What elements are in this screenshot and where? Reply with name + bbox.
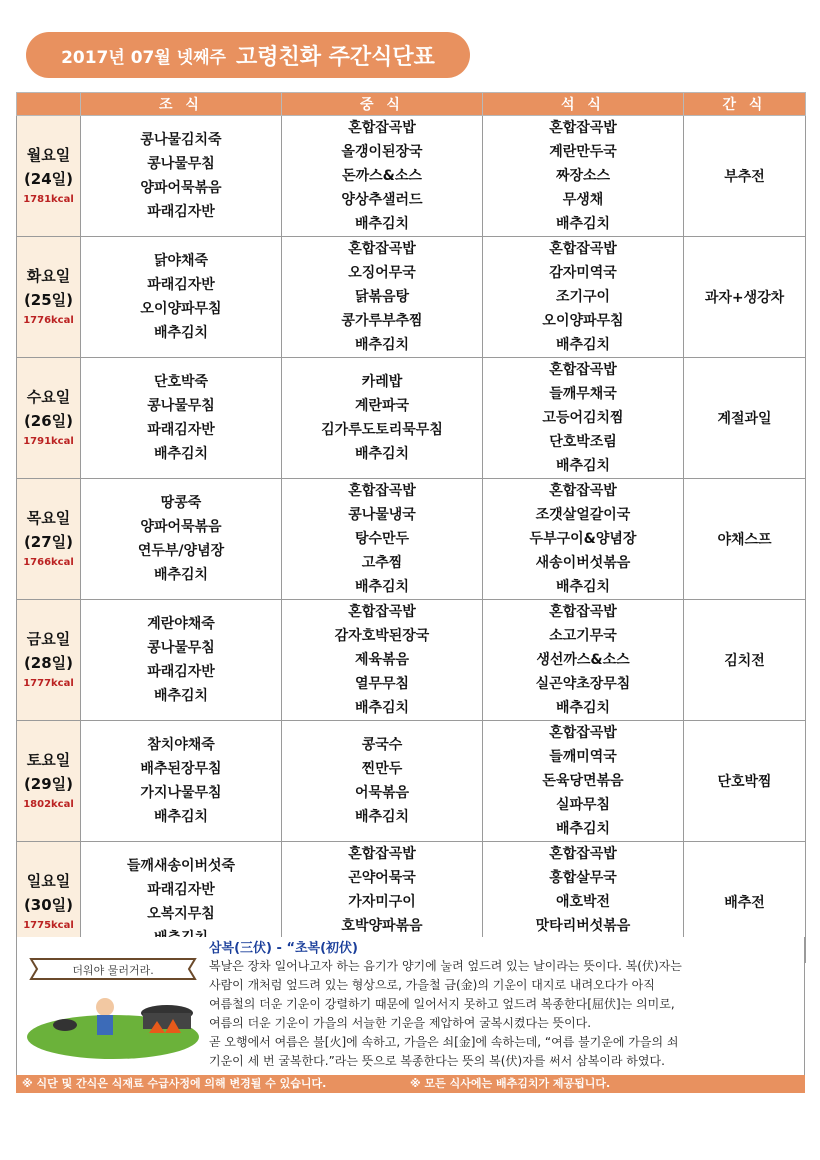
menu-item: 애호박전 bbox=[555, 894, 611, 910]
dinner-cell bbox=[483, 479, 684, 600]
menu-body bbox=[17, 116, 806, 963]
snack-cell bbox=[684, 600, 806, 721]
day-name: 월요일 bbox=[26, 146, 71, 164]
snack-item: 계절과일 bbox=[717, 411, 772, 427]
menu-item: 혼합잡곡밥 bbox=[549, 725, 617, 741]
menu-item: 탕수만두 bbox=[354, 531, 410, 547]
menu-item: 혼합잡곡밥 bbox=[549, 604, 617, 620]
menu-item: 두부구이&양념장 bbox=[529, 531, 637, 547]
day-cell bbox=[17, 600, 81, 721]
menu-item: 단호박죽 bbox=[153, 374, 209, 390]
menu-item: 참치야채죽 bbox=[147, 737, 215, 753]
menu-item: 혼합잡곡밥 bbox=[348, 604, 416, 620]
menu-item: 생선까스&소스 bbox=[536, 652, 630, 668]
menu-item: 배추된장무침 bbox=[140, 761, 222, 777]
lunch-cell bbox=[282, 358, 483, 479]
menu-item: 오이양파무침 bbox=[542, 313, 624, 329]
table-row bbox=[17, 721, 806, 842]
menu-item: 배추김치 bbox=[354, 700, 410, 716]
menu-item: 배추김치 bbox=[555, 458, 611, 474]
footer-line: 곧 오행에서 여름은 불[火]에 속하고, 가을은 쇠[金]에 속하는데, “여름 불기운에 가을의 쇠 bbox=[209, 1035, 679, 1049]
menu-item: 혼합잡곡밥 bbox=[348, 120, 416, 136]
notice-right: ※ 모든 식사에는 배추김치가 제공됩니다. bbox=[410, 1077, 611, 1090]
menu-item: 배추김치 bbox=[153, 446, 209, 462]
dinner-cell bbox=[483, 358, 684, 479]
menu-item: 파래김자반 bbox=[147, 664, 215, 680]
menu-item: 배추김치 bbox=[555, 700, 611, 716]
menu-item: 감자호박된장국 bbox=[334, 628, 430, 644]
day-kcal: 1791kcal bbox=[23, 436, 74, 447]
menu-item: 닭볶음탕 bbox=[354, 289, 410, 305]
menu-item: 배추김치 bbox=[153, 325, 209, 341]
menu-item: 배추김치 bbox=[555, 579, 611, 595]
day-name: 목요일 bbox=[26, 509, 71, 527]
breakfast-cell bbox=[81, 116, 282, 237]
table-header-row bbox=[17, 93, 806, 116]
day-cell bbox=[17, 479, 81, 600]
day-name: 금요일 bbox=[26, 630, 71, 648]
table-row bbox=[17, 237, 806, 358]
breakfast-cell bbox=[81, 479, 282, 600]
footer-title: 삼복(三伏) - “초복(初伏) bbox=[209, 941, 358, 956]
menu-item: 호박양파볶음 bbox=[341, 918, 423, 934]
menu-item: 가지나물무침 bbox=[140, 785, 222, 801]
old-man-icon bbox=[96, 998, 114, 1016]
menu-item: 오징어무국 bbox=[348, 265, 416, 281]
snack-item: 과자+생강차 bbox=[704, 290, 785, 306]
menu-item: 열무무침 bbox=[354, 676, 410, 692]
menu-item: 배추김치 bbox=[555, 337, 611, 353]
menu-item: 배추김치 bbox=[153, 809, 209, 825]
menu-item: 조갯살얼갈이국 bbox=[535, 507, 631, 523]
day-kcal: 1775kcal bbox=[23, 920, 74, 931]
snack-item: 김치전 bbox=[724, 653, 765, 669]
menu-item: 양파어묵볶음 bbox=[140, 519, 222, 535]
menu-item: 혼합잡곡밥 bbox=[549, 362, 617, 378]
snack-item: 야채스프 bbox=[717, 532, 772, 548]
lunch-cell bbox=[282, 600, 483, 721]
menu-item: 카레밥 bbox=[361, 374, 403, 390]
menu-item: 혼합잡곡밥 bbox=[348, 846, 416, 862]
day-name: 수요일 bbox=[26, 388, 71, 406]
day-date: (30일) bbox=[23, 896, 74, 914]
summer-illustration bbox=[25, 947, 201, 1059]
footer-paragraph bbox=[209, 957, 797, 1071]
menu-item: 가자미구이 bbox=[348, 894, 416, 910]
table-row bbox=[17, 479, 806, 600]
header-snack: 간 식 bbox=[684, 93, 806, 116]
menu-item: 소고기무국 bbox=[549, 628, 617, 644]
day-date: (27일) bbox=[23, 533, 74, 551]
snack-cell bbox=[684, 721, 806, 842]
snack-cell bbox=[684, 237, 806, 358]
page-title: 고령친화 주간식단표 bbox=[235, 44, 435, 70]
menu-item: 고등어김치찜 bbox=[542, 410, 624, 426]
dog-icon bbox=[53, 1019, 77, 1031]
menu-item: 감자미역국 bbox=[549, 265, 617, 281]
menu-item: 단호박조림 bbox=[549, 434, 617, 450]
header-day bbox=[17, 93, 81, 116]
menu-item: 배추김치 bbox=[354, 579, 410, 595]
table-row bbox=[17, 116, 806, 237]
menu-item: 파래김자반 bbox=[147, 277, 215, 293]
sign-text: 더워야 물러거라. bbox=[72, 964, 154, 977]
menu-table bbox=[16, 92, 806, 963]
footer-line: 기운이 세 번 굴복한다.”라는 뜻으로 복종한다는 뜻의 복(伏)자를 써서 삼복이라 하였다. bbox=[209, 1054, 665, 1068]
menu-item: 조기구이 bbox=[555, 289, 611, 305]
snack-cell bbox=[684, 358, 806, 479]
day-date: (26일) bbox=[23, 412, 74, 430]
day-kcal: 1776kcal bbox=[23, 315, 74, 326]
menu-item: 혼합잡곡밥 bbox=[549, 846, 617, 862]
menu-item: 파래김자반 bbox=[147, 204, 215, 220]
day-name: 일요일 bbox=[26, 872, 71, 890]
title-banner bbox=[26, 32, 470, 78]
menu-item: 파래김자반 bbox=[147, 422, 215, 438]
menu-item: 오이양파무침 bbox=[140, 301, 222, 317]
breakfast-cell bbox=[81, 358, 282, 479]
day-cell bbox=[17, 721, 81, 842]
notice-bar bbox=[16, 1075, 805, 1093]
snack-cell bbox=[684, 116, 806, 237]
table-row bbox=[17, 358, 806, 479]
menu-item: 새송이버섯볶음 bbox=[535, 555, 631, 571]
menu-item: 혼합잡곡밥 bbox=[549, 241, 617, 257]
dinner-cell bbox=[483, 600, 684, 721]
menu-item: 돈육당면볶음 bbox=[542, 773, 624, 789]
lunch-cell bbox=[282, 237, 483, 358]
header-dinner: 석 식 bbox=[483, 93, 684, 116]
footer-info-box bbox=[16, 937, 805, 1077]
menu-item: 배추김치 bbox=[354, 809, 410, 825]
menu-item: 배추김치 bbox=[354, 446, 410, 462]
menu-item: 들깨미역국 bbox=[549, 749, 617, 765]
menu-item: 혼합잡곡밥 bbox=[549, 120, 617, 136]
menu-item: 실곤약초장무침 bbox=[535, 676, 631, 692]
day-date: (25일) bbox=[23, 291, 74, 309]
snack-item: 단호박찜 bbox=[717, 774, 772, 790]
menu-item: 콩나물무침 bbox=[147, 398, 215, 414]
menu-item: 혼합잡곡밥 bbox=[549, 483, 617, 499]
footer-line: 복날은 장차 일어나고자 하는 음기가 양기에 눌려 엎드려 있는 날이라는 뜻이다. 복(伏)자는 bbox=[209, 959, 682, 973]
day-cell bbox=[17, 116, 81, 237]
day-date: (29일) bbox=[23, 775, 74, 793]
dinner-cell bbox=[483, 237, 684, 358]
day-date: (24일) bbox=[23, 170, 74, 188]
day-kcal: 1802kcal bbox=[23, 799, 74, 810]
day-kcal: 1781kcal bbox=[23, 194, 74, 205]
breakfast-cell bbox=[81, 600, 282, 721]
menu-item: 양상추샐러드 bbox=[341, 192, 423, 208]
footer-line: 여름의 더운 기운이 가을의 서늘한 기운을 제압하여 굴복시켰다는 뜻이다. bbox=[209, 1016, 592, 1030]
lunch-cell bbox=[282, 116, 483, 237]
menu-item: 콩나물냉국 bbox=[348, 507, 416, 523]
menu-item: 배추김치 bbox=[555, 821, 611, 837]
menu-item: 콩나물무침 bbox=[147, 640, 215, 656]
dinner-cell bbox=[483, 721, 684, 842]
menu-item: 배추김치 bbox=[153, 688, 209, 704]
menu-item: 어묵볶음 bbox=[354, 785, 410, 801]
menu-item: 콩나물김치죽 bbox=[140, 132, 222, 148]
breakfast-cell bbox=[81, 721, 282, 842]
breakfast-cell bbox=[81, 237, 282, 358]
footer-line: 여름철의 더운 기운이 강렬하기 때문에 일어서지 못하고 엎드려 복종한다[屈伏]는 의미로, bbox=[209, 997, 675, 1011]
menu-item: 파래김자반 bbox=[147, 882, 215, 898]
menu-item: 콩나물무침 bbox=[147, 156, 215, 172]
menu-item: 오복지무침 bbox=[147, 906, 215, 922]
menu-item: 혼합잡곡밥 bbox=[348, 483, 416, 499]
menu-item: 김가루도토리묵무침 bbox=[321, 422, 443, 438]
day-kcal: 1777kcal bbox=[23, 678, 74, 689]
menu-item: 콩가루부추찜 bbox=[341, 313, 423, 329]
menu-item: 제육볶음 bbox=[354, 652, 410, 668]
menu-item: 닭야채죽 bbox=[153, 253, 209, 269]
menu-item: 고추찜 bbox=[361, 555, 403, 571]
snack-item: 배추전 bbox=[724, 895, 765, 911]
header-lunch: 중 식 bbox=[282, 93, 483, 116]
day-kcal: 1766kcal bbox=[23, 557, 74, 568]
day-cell bbox=[17, 358, 81, 479]
notice-left: ※ 식단 및 간식은 식재료 수급사정에 의해 변경될 수 있습니다. bbox=[22, 1077, 327, 1090]
menu-item: 짜장소스 bbox=[555, 168, 611, 184]
footer-line: 사람이 개처럼 엎드려 있는 형상으로, 가을철 금(金)의 기운이 대지로 내려오다가 아직 bbox=[209, 978, 655, 992]
snack-item: 부추전 bbox=[724, 169, 765, 185]
menu-item: 무생채 bbox=[562, 192, 604, 208]
menu-item: 들깨무채국 bbox=[549, 386, 617, 402]
menu-item: 올갱이된장국 bbox=[341, 144, 423, 160]
menu-item: 연두부/양념장 bbox=[137, 543, 225, 559]
menu-item: 콩국수 bbox=[361, 737, 403, 753]
menu-item: 양파어묵볶음 bbox=[140, 180, 222, 196]
day-date: (28일) bbox=[23, 654, 74, 672]
menu-item: 배추김치 bbox=[354, 337, 410, 353]
day-name: 화요일 bbox=[26, 267, 71, 285]
menu-item: 배추김치 bbox=[354, 216, 410, 232]
menu-item: 실파무침 bbox=[555, 797, 611, 813]
lunch-cell bbox=[282, 721, 483, 842]
day-name: 토요일 bbox=[26, 751, 71, 769]
menu-item: 계란만두국 bbox=[549, 144, 617, 160]
snack-cell bbox=[684, 479, 806, 600]
menu-item: 계란파국 bbox=[354, 398, 410, 414]
menu-item: 맛타리버섯볶음 bbox=[535, 918, 631, 934]
menu-item: 찐만두 bbox=[361, 761, 403, 777]
header-breakfast: 조 식 bbox=[81, 93, 282, 116]
menu-item: 계란야채죽 bbox=[147, 616, 215, 632]
lunch-cell bbox=[282, 479, 483, 600]
day-cell bbox=[17, 237, 81, 358]
table-row bbox=[17, 600, 806, 721]
menu-item: 들깨새송이버섯죽 bbox=[126, 858, 236, 874]
menu-item: 홍합살무국 bbox=[549, 870, 617, 886]
menu-item: 배추김치 bbox=[555, 216, 611, 232]
dinner-cell bbox=[483, 116, 684, 237]
menu-item: 돈까스&소스 bbox=[342, 168, 422, 184]
menu-item: 땅콩죽 bbox=[160, 495, 202, 511]
menu-item: 혼합잡곡밥 bbox=[348, 241, 416, 257]
week-label: 2017년 07월 넷째주 bbox=[61, 47, 226, 68]
menu-item: 곤약어묵국 bbox=[348, 870, 416, 886]
menu-item: 배추김치 bbox=[153, 567, 209, 583]
